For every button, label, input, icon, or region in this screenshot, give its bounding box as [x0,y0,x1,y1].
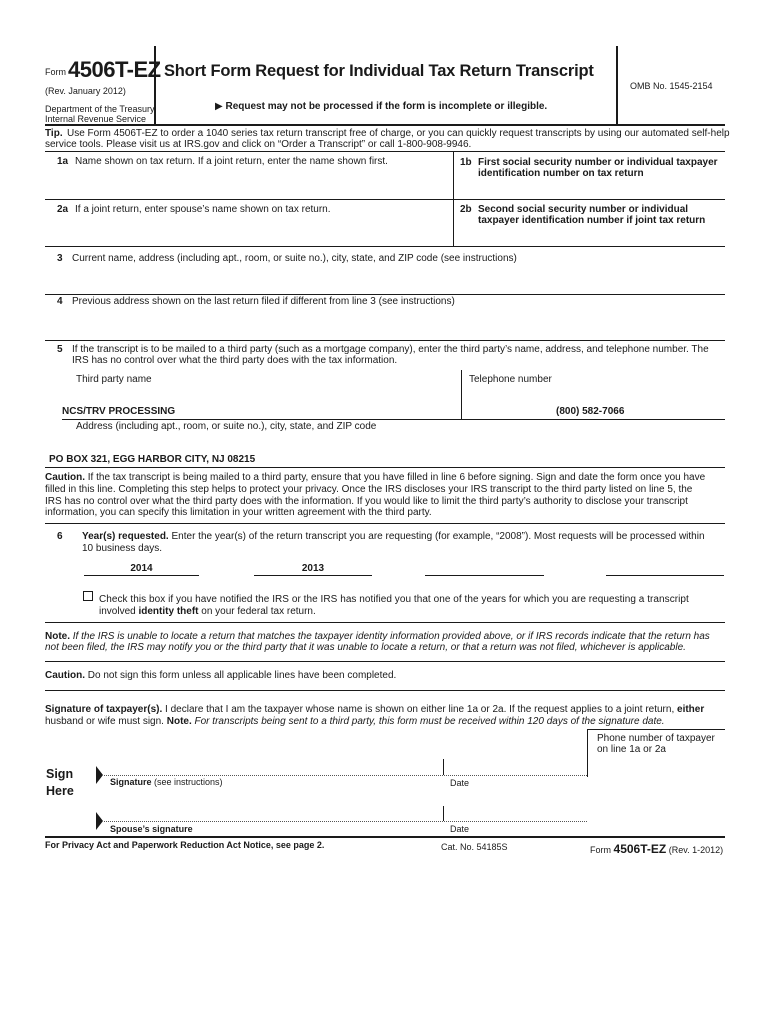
third-party-phone-label: Telephone number [469,374,552,385]
signature-label: Signature [110,777,152,787]
note-text-line-2: not been filed, the IRS may notify you or the third party that it was unable to locate a return, or that a return was not filed, whichever is applicable. [45,642,686,653]
caution-text-line-3: IRS has no control over what the third party does with the information. If you would like to limit the third party’s authority to disclose your transcript [45,496,688,507]
third-party-address-label: Address (including apt., room, or suite no.), city, state, and ZIP code [76,421,377,432]
identity-theft-text-2c: on your federal tax return. [201,606,316,617]
identity-theft-emphasis: identity theft [138,606,199,617]
third-party-address-input[interactable] [49,452,449,466]
line-1b-label-1: First social security number or individual taxpayer [478,157,718,168]
signature-date-field[interactable] [450,756,580,774]
line-1a-label: Name shown on tax return. If a joint return, enter the name shown first. [75,156,388,167]
omb-number: OMB No. 1545-2154 [630,81,713,91]
department-line-1: Department of the Treasury [45,104,155,114]
line-1b-label-2: identification number on tax return [478,168,644,179]
note-label: Note. [45,631,70,642]
line-6-text-1: Enter the year(s) of the return transcript you are requesting (for example, “2008”). Most requests will be processed within [171,531,705,542]
line-2b-label-1: Second social security number or individual [478,204,689,215]
current-address-input[interactable] [62,270,712,290]
line-6-number: 6 [57,531,63,542]
taxpayer-ssn-input[interactable] [478,182,718,198]
line-2b-label-2: taxpayer identification number if joint tax return [478,215,706,226]
years-requested-label: Year(s) requested. [82,531,169,542]
form-title: Short Form Request for Individual Tax Return Transcript [164,62,594,80]
caution-2-label: Caution. [45,670,85,681]
taxpayer-name-input[interactable] [62,175,442,193]
previous-address-input[interactable] [62,315,712,335]
signature-note-text: For transcripts being sent to a third party, this form must be received within 120 days of the signature date. [194,716,665,727]
sign-here-arrow-icon [96,766,103,784]
signature-declaration-text-1a: I declare that I am the taxpayer whose name is shown on either line 1a or 2a. If the request applies to a joint return, [165,704,675,715]
caution-label: Caution. [45,472,85,483]
third-party-phone-input[interactable] [556,404,716,418]
spouse-ssn-input[interactable] [478,228,718,244]
taxpayer-phone-input[interactable] [595,758,721,774]
line-1b-number: 1b [460,157,472,168]
line-4-label: Previous address shown on the last return filed if different from line 3 (see instructions) [72,296,455,307]
form-number: 4506T-EZ [68,57,161,82]
sign-here-label-1: Sign [46,767,74,781]
taxpayer-signature-field[interactable] [107,756,437,774]
line-5-text-1: If the transcript is to be mailed to a third party (such as a mortgage company), enter the third party’s name, address, and telephone number. The [72,344,709,355]
spouse-date-field[interactable] [450,803,580,821]
department-line-2: Internal Revenue Service [45,114,147,124]
identity-theft-text-1: Check this box if you have notified the IRS or the IRS has notified you that one of the years for which you are requesting a transcript [99,594,689,605]
spouse-date-label: Date [450,824,470,834]
line-6-text-2: 10 business days. [82,543,163,554]
revision-date: (Rev. January 2012) [45,86,126,96]
taxpayer-phone-label-2: on line 1a or 2a [597,744,666,755]
year-input-1[interactable] [84,561,199,575]
line-3-label: Current name, address (including apt., room, or suite no.), city, state, and ZIP code (see instructions) [72,253,517,264]
footer-form-prefix: Form [590,845,611,855]
taxpayer-phone-label-1: Phone number of taxpayer [597,733,715,744]
tip-text-line-2: service tools. Please visit us at IRS.gov and click on “Order a Transcript” or call 1-800-908-9946. [45,139,472,150]
line-2a-label: If a joint return, enter spouse’s name shown on tax return. [75,204,331,215]
spouse-name-input[interactable] [62,222,442,240]
year-input-3[interactable] [425,561,544,575]
tip-text-line-1: Use Form 4506T-EZ to order a 1040 series tax return transcript free of charge, or you can quickly request transcripts by using our automated self-help [67,128,730,139]
signature-label-rest: (see instructions) [154,777,223,787]
form-prefix: Form [45,67,66,77]
footer-form-number: 4506T-EZ [613,842,667,856]
legibility-warning: ▶ Request may not be processed if the form is incomplete or illegible. [215,101,548,112]
note-text-line-1: If the IRS is unable to locate a return that matches the taxpayer identity information provided above, or if IRS records indicate that the return has [72,631,710,642]
line-2a-number: 2a [57,204,69,215]
third-party-name-label: Third party name [76,374,152,385]
caution-text-line-1: If the tax transcript is being mailed to a third party, ensure that you have filled in line 6 before signing. Sign and date the form once you have [87,472,706,483]
footer-revision: (Rev. 1-2012) [668,845,724,855]
year-input-4[interactable] [606,561,724,575]
privacy-notice: For Privacy Act and Paperwork Reduction Act Notice, see page 2. [45,840,325,850]
caution-2-text: Do not sign this form unless all applicable lines have been completed. [87,670,397,681]
signature-either: either [677,704,705,715]
spouse-signature-label: Spouse’s signature [110,824,193,834]
line-2b-number: 2b [460,204,472,215]
spouse-sign-arrow-icon [96,812,103,830]
signature-date-label: Date [450,778,470,788]
line-5-text-2: IRS has no control over what the third party does with the tax information. [72,355,398,366]
line-4-number: 4 [57,296,63,307]
catalog-number: Cat. No. 54185S [441,842,508,852]
line-1a-number: 1a [57,156,69,167]
identity-theft-text-2a: involved [99,606,136,617]
signature-note-label: Note. [166,716,192,727]
year-input-2[interactable] [254,561,372,575]
third-party-name-input[interactable] [62,404,452,418]
sign-here-label-2: Here [46,784,74,798]
signature-declaration-label: Signature of taxpayer(s). [45,704,163,715]
caution-text-line-2: filled in this line. Completing this step helps to protect your privacy. Once the IRS discloses your IRS transcript to the third party listed on line 5, the [45,484,693,495]
spouse-signature-field[interactable] [107,803,437,821]
signature-declaration-text-2a: husband or wife must sign. [45,716,164,727]
identity-theft-checkbox[interactable] [83,591,93,601]
line-3-number: 3 [57,253,63,264]
caution-text-line-4: information, you can specify this limitation in your written agreement with the third party. [45,507,432,518]
line-5-number: 5 [57,344,63,355]
tip-label: Tip. [45,128,63,139]
